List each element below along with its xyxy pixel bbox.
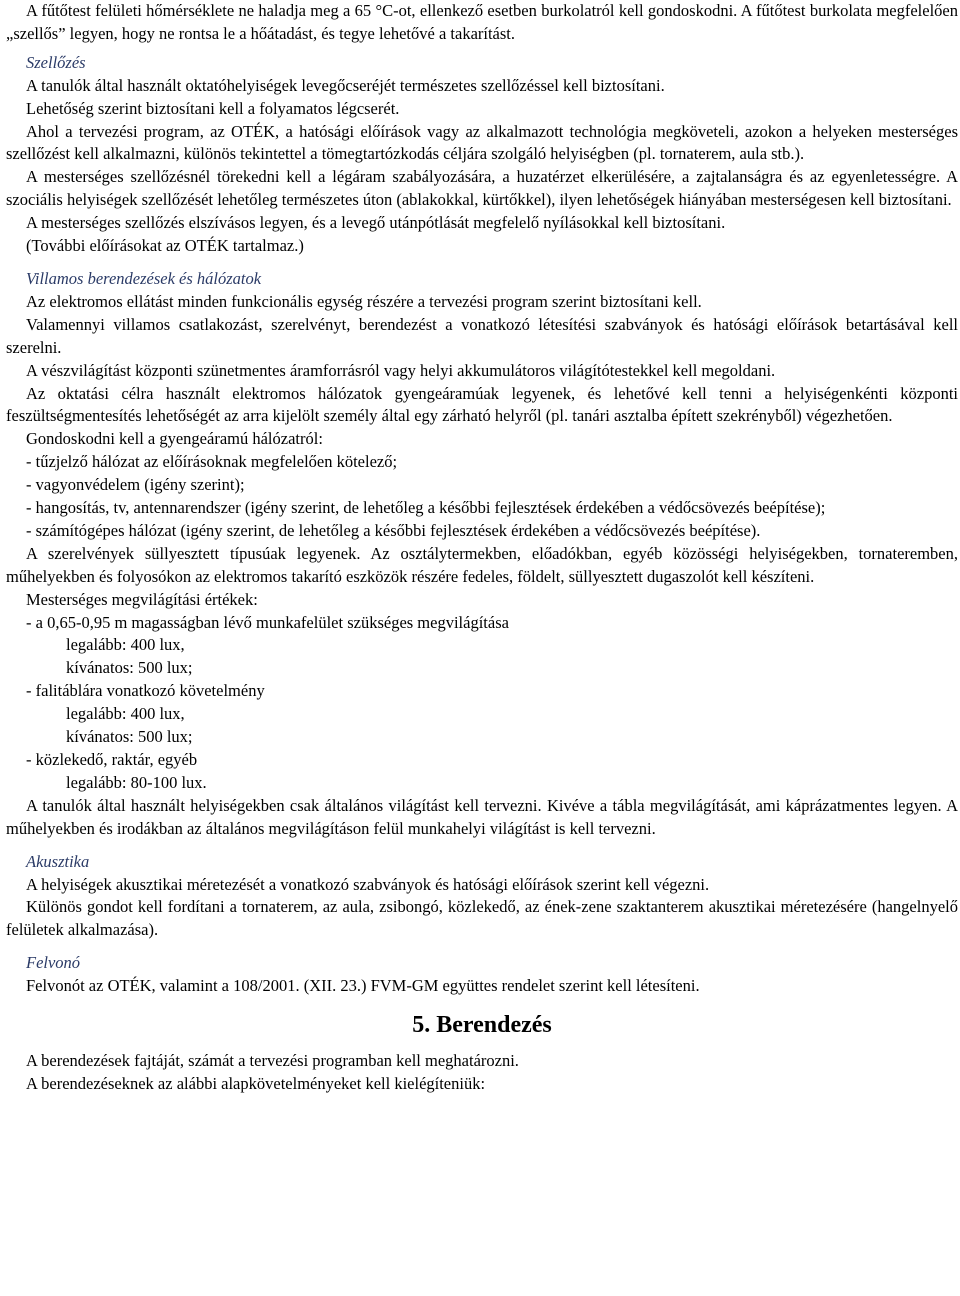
paragraph: Gondoskodni kell a gyengeáramú hálózatról: [26, 429, 323, 449]
paragraph: Valamennyi villamos csatlakozást, szerelvényt, berendezést a vonatkozó létesítési szabványok és hatósági előírások betartásával kell szerelni. [6, 314, 958, 357]
paragraph: A helyiségek akusztikai méretezését a vonatkozó szabványok és hatósági előírások szerint kell végezni. [26, 874, 710, 894]
paragraph: A tanulók által használt helyiségekben csak általános világítást kell tervezni. Kivéve a tábla megvilágítását, ami káprázatmentes legyen. A műhelyekben és irodákban az általános megvilágításon felül munkahelyi világítást is kell tervezni. [6, 795, 958, 838]
paragraph: Különös gondot kell fordítani a tornaterem, az aula, zsibongó, közlekedő, az ének-zene szaktanterem akusztikai méretezésére (hangelnyelő felületek alkalmazása). [6, 897, 958, 940]
list-item: - hangosítás, tv, antennarendszer (igény szerint, de lehetőleg a későbbi fejlesztések érdekében a védőcsövezés beépítése); [26, 498, 826, 518]
intro-paragraph: A fűtőtest felületi hőmérséklete ne haladja meg a 65 °C-ot, ellenkező esetben burkolatról kell gondoskodni. A fűtőtest burkolata megfelelően „szellős” legyen, hogy ne rontsa le a hőátadást, és tegye lehetővé a takarítást. [6, 1, 958, 43]
list-item: - tűzjelző hálózat az előírásoknak megfelelően kötelező; [26, 452, 398, 472]
lighting-item: - közlekedő, raktár, egyéb [26, 750, 198, 769]
paragraph: Ahol a tervezési program, az OTÉK, a hatósági előírások vagy az alkalmazott technológia megköveteli, azokon a helyeken mesterséges szellőzést kell alkalmazni, különös tekintettel a tömegtartózkodás céljára szolgáló helyiségben (pl. tornaterem, aula stb.). [6, 121, 958, 164]
paragraph: A berendezéseknek az alábbi alapkövetelményeket kell kielégíteniük: [26, 1073, 486, 1093]
paragraph: A mesterséges szellőzés elszívásos legyen, és a levegő utánpótlását megfelelő nyílásokkal kell biztosítani. [26, 213, 726, 233]
lighting-item: - falitáblára vonatkozó követelmény [26, 681, 265, 701]
lighting-value: legalább: 400 lux, [66, 704, 185, 724]
lighting-value: legalább: 80-100 lux. [66, 772, 207, 792]
paragraph: A berendezések fajtáját, számát a tervezési programban kell meghatározni. [26, 1051, 519, 1071]
paragraph: A vészvilágítást központi szünetmentes áramforrásról vagy helyi akkumulátoros világítótestekkel kell megoldani. [26, 360, 776, 380]
paragraph: A tanulók által használt oktatóhelyiségek levegőcseréjét természetes szellőzéssel kell biztosítani. [26, 75, 665, 95]
paragraph: Felvonót az OTÉK, valamint a 108/2001. (XII. 23.) FVM-GM együttes rendelet szerint kell létesíteni. [26, 976, 700, 996]
chapter-title: 5. Berendezés [412, 1012, 552, 1039]
paragraph: A szerelvények süllyesztett típusúak legyenek. Az osztálytermekben, előadókban, egyéb közösségi helyiségekben, tornateremben, műhelyekben és folyosókon az elektromos takarító eszközök részére fedeles, földelt, süllyesztett dugaszolót kell készíteni. [6, 543, 958, 586]
heading-szellozes: Szellőzés [26, 52, 86, 72]
lighting-value: kívánatos: 500 lux; [66, 658, 193, 678]
paragraph: (További előírásokat az OTÉK tartalmaz.) [26, 236, 304, 256]
lighting-value: kívánatos: 500 lux; [66, 727, 193, 747]
lighting-value: legalább: 400 lux, [66, 635, 185, 655]
heading-felvono: Felvonó [26, 953, 81, 973]
heading-akusztika: Akusztika [26, 851, 90, 871]
paragraph: Az elektromos ellátást minden funkcionális egység részére a tervezési program szerint biztosítani kell. [26, 291, 702, 311]
lighting-title: Mesterséges megvilágítási értékek: [26, 589, 258, 609]
paragraph: Lehetőség szerint biztosítani kell a folyamatos légcserét. [26, 98, 400, 118]
heading-villamos: Villamos berendezések és hálózatok [26, 268, 262, 288]
paragraph: Az oktatási célra használt elektromos hálózatok gyengeáramúak legyenek, és lehetővé kell tenni a helyiségenkénti központi feszültségmentesítés lehetőségét az arra kijelölt személy által egy zárható helyről (pl. tanári asztalba épített szekrényből) végezhetően. [6, 383, 958, 426]
list-item: - vagyonvédelem (igény szerint); [26, 475, 245, 495]
list-item: - számítógépes hálózat (igény szerint, de lehetőleg a későbbi fejlesztések érdekében a védőcsövezés beépítése). [26, 520, 761, 540]
document-page [6, 0, 958, 1096]
paragraph: A mesterséges szellőzésnél törekedni kell a légáram szabályozására, a huzatérzet elkerülésére, a zajtalanságra és az egyenletességre. A szociális helyiségek szellőzését lehetőleg természetes úton (ablakokkal, kürtőkkel), ilyen lehetőségek hiányában mesterségesen kell biztosítani. [6, 167, 958, 210]
lighting-item: - a 0,65-0,95 m magasságban lévő munkafelület szükséges megvilágítása [26, 612, 509, 632]
